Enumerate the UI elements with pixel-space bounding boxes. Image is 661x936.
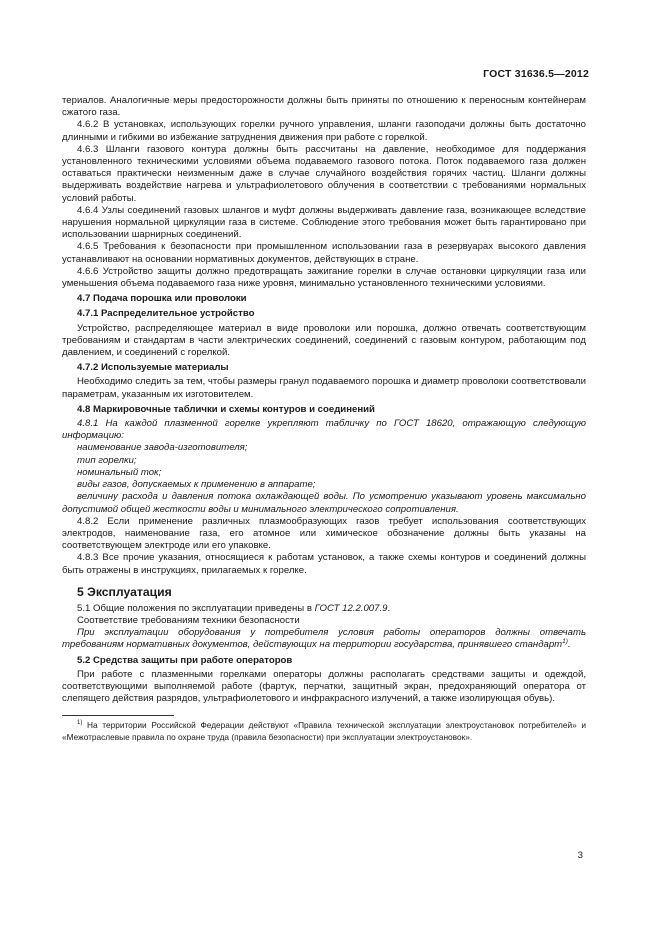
footnote-divider xyxy=(62,715,174,716)
paragraph xyxy=(62,491,586,515)
standard-header: ГОСТ 31636.5—2012 xyxy=(483,68,589,80)
paragraph-text: номинальный ток; xyxy=(77,466,162,478)
paragraph-text: 4.7.2 Используемые материалы xyxy=(77,362,229,374)
paragraph xyxy=(62,205,586,242)
paragraph xyxy=(62,119,586,143)
paragraph-text: виды газов, допускаемых к применению в аппарате; xyxy=(77,479,316,491)
paragraph xyxy=(62,266,586,290)
paragraph-text: Устройство, распределяющее материал в виде проволоки или порошка, должно отвечать соответствующим требованиям и стандартам в части электрических соединений, соединений с газовым контуром, работающим под давлением, и соединений с горелкой. xyxy=(62,322,586,359)
paragraph xyxy=(62,669,586,706)
section-heading xyxy=(62,293,586,305)
paragraph-text: Соответствие требованиям техники безопасности xyxy=(77,614,300,626)
paragraph-text: При эксплуатации оборудования у потребителя условия работы операторов должны отвечать требованиям нормативных документов, действующих на территории государства, принявшего стандарт xyxy=(62,627,586,651)
paragraph xyxy=(62,442,586,454)
paragraph xyxy=(62,516,586,553)
paragraph-text: 4.8.2 Если применение различных плазмообразующих газов требует использования соответствующих электродов, наименование газа, его атомное или химическое обозначение должны быть указаны на соответствующем электроде или его упаковке. xyxy=(62,515,586,552)
paragraph-text: . xyxy=(567,639,571,651)
paragraph-text: 4.8.1 На каждой плазменной горелке укрепляют табличку по ГОСТ 18620, отражающую следующую информацию: xyxy=(62,418,586,442)
paragraph xyxy=(62,455,586,467)
paragraph-text: тип горелки; xyxy=(77,454,137,466)
paragraph-text: величину расхода и давления потока охлаждающей воды. По усмотрению указывают уровень максимально допустимой общей жесткости воды и минимального электрического сопротивления. xyxy=(62,491,586,515)
footnote-text: На территории Российской Федерации действуют «Правила технической эксплуатации электроустановок потребителей» и «Межотраслевые правила по охране труда (правила безопасности) при эксплуатации электроустановок». xyxy=(62,720,586,742)
section-heading xyxy=(62,404,586,416)
paragraph xyxy=(62,603,586,615)
section-heading xyxy=(62,584,586,600)
paragraph xyxy=(62,552,586,576)
paragraph-text: 4.7.1 Распределительное устройство xyxy=(77,308,255,320)
paragraph-text: 4.6.4 Узлы соединений газовых шлангов и муфт должны выдерживать давление газа, возникающее вследствие нарушения нормальной циркуляции газа в системе. Соблюдение этого требования может быть гарантировано при использовании шарнирных соединений. xyxy=(62,204,586,241)
paragraph-text: 4.8 Маркировочные таблички и схемы контуров и соединений xyxy=(77,403,375,415)
paragraph-text: 4.6.3 Шланги газового контура должны быть рассчитаны на давление, необходимое для поддержания установленного техническими условиями объема подаваемого газового потока. Поток подаваемого газа должен оставаться практически неизменным даже в случае случайного воздействия горячих частиц. Шланги должны выдерживать воздействие нагрева и ультрафиолетового облучения в соответствии с требованиями нормальных условий работы. xyxy=(62,143,586,204)
paragraph-text: 4.8.3 Все прочие указания, относящиеся к работам установок, а также схемы контуров и соединений должны быть отражены в инструкциях, прилагаемых к горелке. xyxy=(62,552,586,576)
footnote-mark: 1) xyxy=(77,720,83,727)
paragraph xyxy=(62,241,586,265)
standard-reference: ГОСТ 12.2.007.9 xyxy=(314,602,388,614)
section-heading xyxy=(62,308,586,320)
footnote-reference[interactable]: 1) xyxy=(562,638,568,646)
paragraph xyxy=(62,323,586,360)
body-text xyxy=(62,95,586,743)
paragraph-text: Необходимо следить за тем, чтобы размеры гранул подаваемого порошка и диаметр проволоки соответствовали параметрам, указанным их изготовителем. xyxy=(62,376,586,400)
page-number: 3 xyxy=(577,850,583,861)
paragraph-text: 5.1 Общие положения по эксплуатации приведены в xyxy=(77,602,315,614)
paragraph-text: териалов. Аналогичные меры предосторожности должны быть приняты по отношению к переносным контейнерам сжатого газа. xyxy=(62,95,586,119)
paragraph-text: При работе с плазменными горелками операторы должны располагать средствами защиты и одеждой, соответствующими выполняемой работе (фартук, перчатки, защитный экран, предохраняющий оператора от слепящего действия разрядов, ультрафиолетового и инфракрасного излучений, а также изолирующая обувь). xyxy=(62,668,586,705)
footnote xyxy=(62,720,586,742)
paragraph-text: 4.6.5 Требования к безопасности при промышленном использовании газа в резервуарах высокого давления устанавливают на основании нормативных документов, действующих в стране. xyxy=(62,241,586,265)
paragraph-text: 4.6.6 Устройство защиты должно предотвращать зажигание горелки в случае остановки циркуляции газа или уменьшения объема подаваемого газа ниже уровня, минимально установленного техническими условиями. xyxy=(62,265,586,290)
paragraph xyxy=(62,418,586,442)
section-heading xyxy=(62,362,586,374)
paragraph-text: 5.2 Средства защиты при работе операторов xyxy=(77,654,293,666)
paragraph xyxy=(62,627,586,651)
paragraph xyxy=(62,615,586,627)
paragraph-text: . xyxy=(387,602,391,614)
paragraph-text: 4.6.2 В установках, использующих горелки ручного управления, шланги газоподачи должны быть достаточно длинными и гибкими во избежание затруднения движения при работе с горелкой. xyxy=(62,119,586,143)
paragraph-text: наименование завода-изготовителя; xyxy=(77,442,248,454)
section-heading xyxy=(62,655,586,667)
paragraph xyxy=(62,467,586,479)
paragraph-text: 5 Эксплуатация xyxy=(77,584,172,599)
paragraph xyxy=(62,479,586,491)
paragraph xyxy=(62,376,586,400)
paragraph-text: 4.7 Подача порошка или проволоки xyxy=(77,293,247,305)
paragraph xyxy=(62,95,586,119)
paragraph xyxy=(62,144,586,205)
